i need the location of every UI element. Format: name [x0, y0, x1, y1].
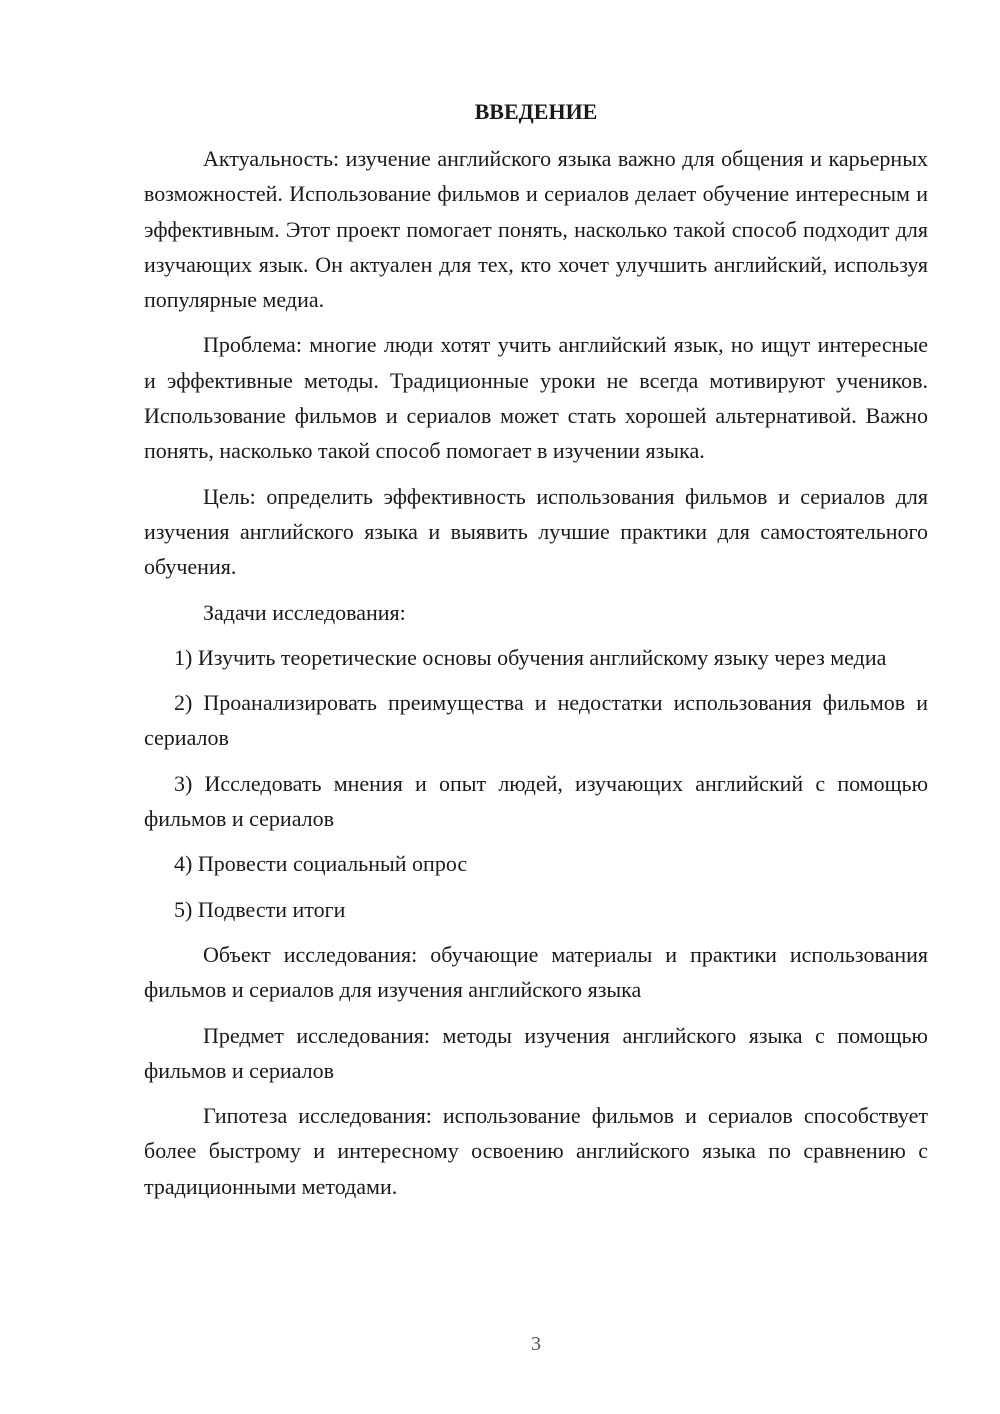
document-page [144, 94, 928, 1214]
relevance-paragraph: Актуальность: изучение английского языка важно для общения и карьерных возможностей. Использование фильмов и сериалов делает обучение интересным и эффективным. Этот проект помогает понять, насколько такой способ подходит для изучающих язык. Он актуален для тех, кто хочет улучшить английский, используя популярные медиа. [144, 146, 928, 313]
page-title: ВВЕДЕНИЕ [474, 99, 598, 124]
hypothesis-paragraph: Гипотеза исследования: использование фильмов и сериалов способствует более быстрому и интересному освоению английского языка по сравнению с традиционными методами. [144, 1103, 928, 1199]
task-item: 3) Исследовать мнения и опыт людей, изучающих английский с помощью фильмов и сериалов [144, 770, 928, 832]
task-item: 2) Проанализировать преимущества и недостатки использования фильмов и сериалов [144, 690, 928, 751]
goal-paragraph: Цель: определить эффективность использования фильмов и сериалов для изучения английского языка и выявить лучшие практики для самостоятельного обучения. [144, 483, 928, 580]
task-item: 1) Изучить теоретические основы обучения английскому языку через медиа [174, 644, 887, 670]
problem-paragraph: Проблема: многие люди хотят учить английский язык, но ищут интересные и эффективные методы. Традиционные уроки не всегда мотивируют учеников. Использование фильмов и сериалов может стать хорошей альтернативой. Важно понять, насколько такой способ помогает в изучении языка. [144, 332, 928, 464]
object-paragraph: Объект исследования: обучающие материалы и практики использования фильмов и сериалов для изучения английского языка [144, 941, 928, 1003]
subject-paragraph: Предмет исследования: методы изучения английского языка с помощью фильмов и сериалов [144, 1022, 928, 1083]
task-item: 4) Провести социальный опрос [174, 851, 468, 877]
task-item: 5) Подвести итоги [174, 896, 346, 922]
page-number: 3 [531, 1333, 541, 1355]
tasks-heading: Задачи исследования: [203, 599, 406, 625]
